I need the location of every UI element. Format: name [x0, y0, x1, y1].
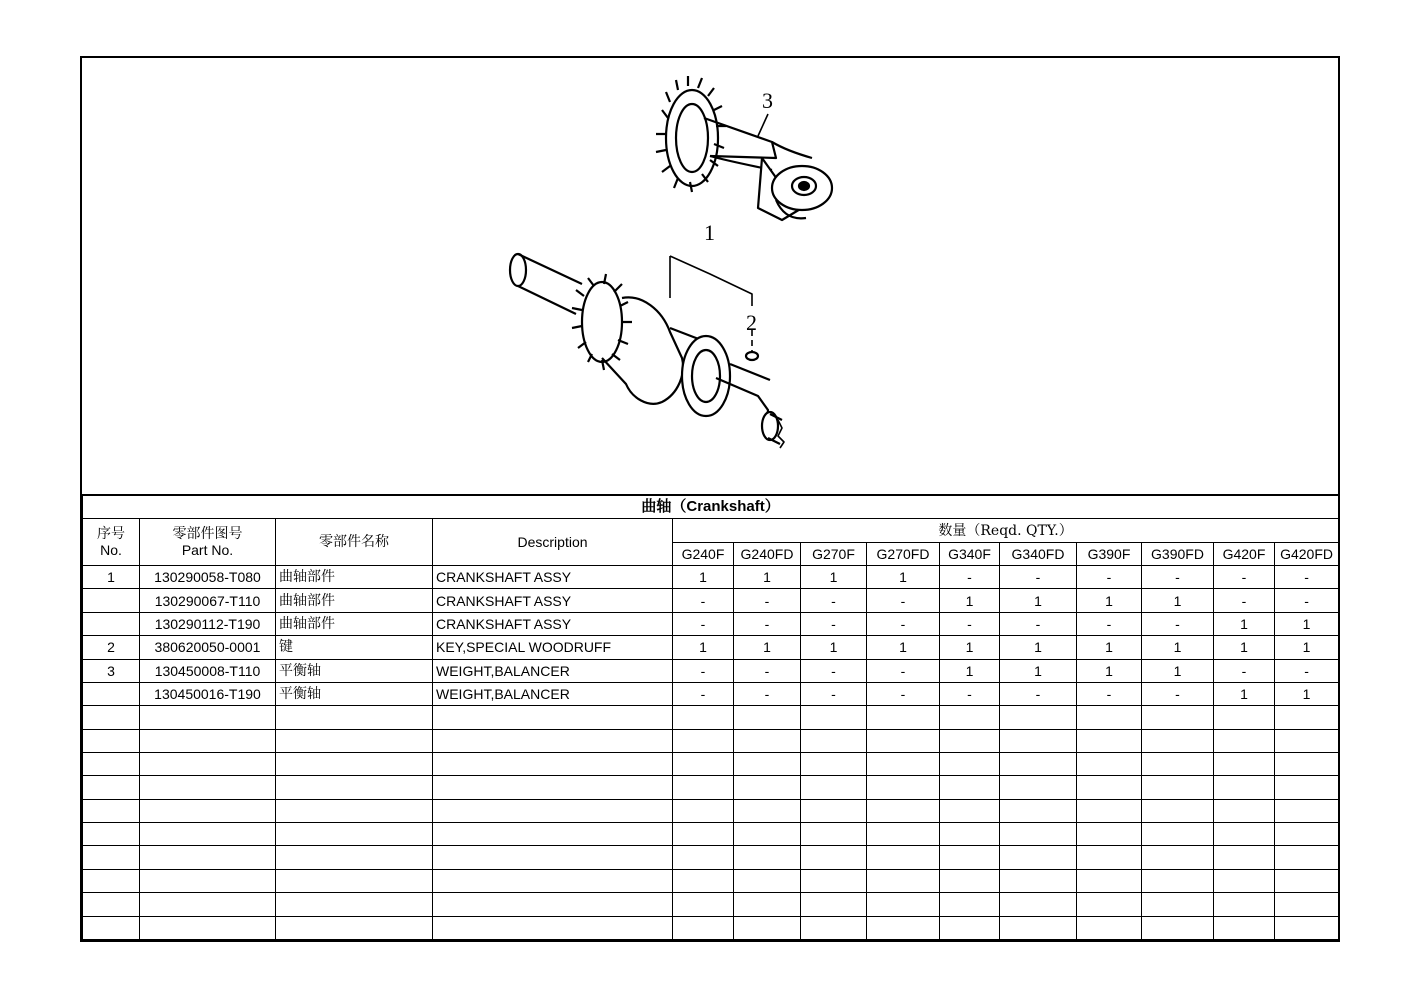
cell-empty — [867, 893, 940, 916]
cell-empty — [83, 799, 140, 822]
cell-qty: - — [734, 682, 801, 705]
cell-empty — [433, 776, 673, 799]
cell-empty — [867, 752, 940, 775]
parts-sheet-frame — [80, 56, 1340, 942]
cell-qty: - — [734, 589, 801, 612]
parts-table — [82, 494, 1339, 940]
cell-empty — [801, 799, 867, 822]
header-model-g420f: G420F — [1214, 542, 1275, 565]
cell-empty — [1077, 799, 1142, 822]
cell-empty — [1000, 752, 1077, 775]
table-row — [83, 893, 1339, 916]
cell-empty — [1275, 869, 1339, 892]
cell-empty — [734, 799, 801, 822]
cell-qty: - — [867, 682, 940, 705]
table-row — [83, 823, 1339, 846]
cell-empty — [83, 729, 140, 752]
cell-empty — [673, 706, 734, 729]
cell-empty — [140, 893, 276, 916]
cell-empty — [867, 706, 940, 729]
cell-empty — [1275, 846, 1339, 869]
cell-qty: - — [1077, 612, 1142, 635]
table-row — [83, 589, 1339, 612]
cell-empty — [867, 776, 940, 799]
header-model-g240fd: G240FD — [734, 542, 801, 565]
cell-qty: 1 — [1077, 636, 1142, 659]
cell-empty — [867, 823, 940, 846]
cell-name-cn: 键 — [276, 636, 433, 659]
cell-empty — [1142, 752, 1214, 775]
cell-empty — [1275, 706, 1339, 729]
cell-empty — [673, 846, 734, 869]
cell-empty — [276, 893, 433, 916]
cell-empty — [1275, 823, 1339, 846]
cell-empty — [1077, 823, 1142, 846]
cell-empty — [140, 752, 276, 775]
header-name-cn: 零部件名称 — [276, 519, 433, 566]
cell-description: WEIGHT,BALANCER — [433, 659, 673, 682]
cell-description: KEY,SPECIAL WOODRUFF — [433, 636, 673, 659]
table-row — [83, 729, 1339, 752]
cell-empty — [140, 916, 276, 940]
cell-qty: 1 — [673, 566, 734, 589]
cell-empty — [801, 706, 867, 729]
cell-empty — [140, 846, 276, 869]
header-part-no — [140, 519, 276, 566]
cell-empty — [140, 729, 276, 752]
cell-empty — [1077, 776, 1142, 799]
cell-empty — [867, 846, 940, 869]
cell-empty — [83, 823, 140, 846]
cell-qty: - — [673, 659, 734, 682]
crankshaft-illustration — [510, 254, 784, 448]
cell-qty: - — [1142, 566, 1214, 589]
cell-no — [83, 612, 140, 635]
cell-empty — [673, 916, 734, 940]
cell-empty — [801, 846, 867, 869]
cell-empty — [673, 752, 734, 775]
cell-qty: - — [1000, 612, 1077, 635]
cell-empty — [433, 893, 673, 916]
cell-empty — [1077, 729, 1142, 752]
cell-empty — [673, 799, 734, 822]
cell-empty — [276, 869, 433, 892]
cell-qty: - — [734, 612, 801, 635]
cell-empty — [83, 706, 140, 729]
cell-part-no: 130290058-T080 — [140, 566, 276, 589]
cell-qty: 1 — [801, 636, 867, 659]
cell-empty — [1142, 823, 1214, 846]
header-no — [83, 519, 140, 566]
cell-empty — [1000, 729, 1077, 752]
cell-empty — [276, 799, 433, 822]
cell-empty — [1275, 752, 1339, 775]
table-row — [83, 706, 1339, 729]
cell-empty — [83, 916, 140, 940]
cell-qty: 1 — [940, 636, 1000, 659]
cell-qty: - — [673, 612, 734, 635]
cell-empty — [1275, 916, 1339, 940]
cell-qty: - — [1275, 589, 1339, 612]
cell-empty — [1077, 846, 1142, 869]
cell-empty — [867, 916, 940, 940]
cell-qty: 1 — [1214, 636, 1275, 659]
cell-qty: - — [673, 589, 734, 612]
cell-empty — [673, 869, 734, 892]
cell-empty — [867, 799, 940, 822]
cell-empty — [673, 823, 734, 846]
cell-empty — [276, 776, 433, 799]
cell-empty — [433, 729, 673, 752]
cell-part-no: 380620050-0001 — [140, 636, 276, 659]
table-row — [83, 682, 1339, 705]
cell-qty: - — [1275, 659, 1339, 682]
cell-empty — [276, 752, 433, 775]
cell-empty — [1275, 893, 1339, 916]
cell-empty — [1077, 706, 1142, 729]
cell-qty: - — [801, 612, 867, 635]
cell-empty — [734, 752, 801, 775]
callout-1: 1 — [704, 220, 715, 245]
cell-empty — [940, 823, 1000, 846]
cell-qty: 1 — [1214, 612, 1275, 635]
cell-empty — [433, 752, 673, 775]
cell-qty: 1 — [1000, 659, 1077, 682]
cell-qty: - — [867, 589, 940, 612]
cell-qty: 1 — [1142, 636, 1214, 659]
cell-description: CRANKSHAFT ASSY — [433, 566, 673, 589]
table-row — [83, 776, 1339, 799]
cell-qty: - — [801, 659, 867, 682]
cell-empty — [140, 823, 276, 846]
cell-qty: 1 — [867, 636, 940, 659]
cell-empty — [940, 799, 1000, 822]
cell-empty — [140, 776, 276, 799]
cell-empty — [1000, 916, 1077, 940]
table-row — [83, 612, 1339, 635]
cell-qty: - — [867, 612, 940, 635]
cell-qty: 1 — [1077, 589, 1142, 612]
cell-qty: 1 — [940, 659, 1000, 682]
cell-empty — [734, 776, 801, 799]
cell-empty — [1214, 799, 1275, 822]
header-part-cn: 零部件图号 — [172, 526, 243, 543]
cell-empty — [801, 752, 867, 775]
cell-description: WEIGHT,BALANCER — [433, 682, 673, 705]
cell-empty — [276, 706, 433, 729]
cell-no — [83, 682, 140, 705]
cell-empty — [140, 706, 276, 729]
cell-empty — [1275, 776, 1339, 799]
cell-qty: - — [1214, 589, 1275, 612]
cell-qty: 1 — [734, 636, 801, 659]
cell-empty — [1275, 729, 1339, 752]
cell-empty — [1142, 729, 1214, 752]
cell-qty: 1 — [1077, 659, 1142, 682]
cell-empty — [1000, 776, 1077, 799]
table-title-row — [83, 495, 1339, 519]
cell-empty — [83, 893, 140, 916]
table-row — [83, 846, 1339, 869]
cell-part-no: 130450016-T190 — [140, 682, 276, 705]
cell-empty — [734, 823, 801, 846]
header-model-g340fd: G340FD — [1000, 542, 1077, 565]
cell-qty: - — [673, 682, 734, 705]
cell-qty: - — [1275, 566, 1339, 589]
cell-name-cn: 平衡轴 — [276, 682, 433, 705]
exploded-diagram — [82, 58, 1338, 494]
cell-empty — [1077, 752, 1142, 775]
header-no-en: No. — [100, 542, 122, 559]
cell-empty — [1000, 823, 1077, 846]
cell-qty: 1 — [1142, 589, 1214, 612]
header-model-g390f: G390F — [1077, 542, 1142, 565]
header-model-g340f: G340F — [940, 542, 1000, 565]
cell-qty: - — [801, 682, 867, 705]
cell-empty — [83, 846, 140, 869]
cell-qty: - — [1000, 682, 1077, 705]
cell-qty: - — [1142, 612, 1214, 635]
cell-empty — [1142, 776, 1214, 799]
cell-empty — [734, 916, 801, 940]
cell-empty — [1214, 846, 1275, 869]
crankshaft-drawing — [82, 58, 1338, 494]
cell-empty — [801, 776, 867, 799]
cell-empty — [1142, 706, 1214, 729]
cell-qty: 1 — [1275, 612, 1339, 635]
cell-empty — [867, 729, 940, 752]
table-row — [83, 659, 1339, 682]
cell-empty — [673, 729, 734, 752]
cell-empty — [801, 916, 867, 940]
header-model-g390fd: G390FD — [1142, 542, 1214, 565]
cell-empty — [673, 776, 734, 799]
cell-name-cn: 曲轴部件 — [276, 566, 433, 589]
cell-empty — [940, 893, 1000, 916]
header-model-g420fd: G420FD — [1275, 542, 1339, 565]
header-part-en: Part No. — [181, 542, 234, 559]
cell-empty — [1077, 916, 1142, 940]
cell-name-cn: 曲轴部件 — [276, 612, 433, 635]
header-qty: 数量（Reqd. QTY.） — [673, 519, 1339, 542]
table-row — [83, 869, 1339, 892]
cell-empty — [1000, 706, 1077, 729]
cell-empty — [433, 916, 673, 940]
cell-part-no: 130290112-T190 — [140, 612, 276, 635]
cell-empty — [1214, 893, 1275, 916]
cell-part-no: 130290067-T110 — [140, 589, 276, 612]
cell-empty — [140, 869, 276, 892]
header-model-g270fd: G270FD — [867, 542, 940, 565]
table-title: 曲轴（Crankshaft） — [83, 495, 1339, 519]
cell-empty — [734, 706, 801, 729]
cell-qty: - — [1214, 659, 1275, 682]
cell-empty — [673, 893, 734, 916]
cell-empty — [276, 823, 433, 846]
cell-empty — [1000, 893, 1077, 916]
cell-qty: 1 — [1000, 589, 1077, 612]
cell-empty — [801, 869, 867, 892]
cell-empty — [1275, 799, 1339, 822]
table-row — [83, 752, 1339, 775]
cell-qty: - — [940, 612, 1000, 635]
cell-name-cn: 平衡轴 — [276, 659, 433, 682]
cell-no: 1 — [83, 566, 140, 589]
cell-no — [83, 589, 140, 612]
header-description: Description — [433, 519, 673, 566]
cell-qty: 1 — [1000, 636, 1077, 659]
cell-empty — [140, 799, 276, 822]
cell-empty — [1142, 893, 1214, 916]
cell-empty — [734, 729, 801, 752]
cell-empty — [1142, 846, 1214, 869]
cell-empty — [1214, 823, 1275, 846]
cell-qty: 1 — [734, 566, 801, 589]
cell-empty — [1214, 869, 1275, 892]
cell-empty — [940, 706, 1000, 729]
cell-empty — [83, 752, 140, 775]
cell-description: CRANKSHAFT ASSY — [433, 612, 673, 635]
cell-empty — [1142, 799, 1214, 822]
cell-description: CRANKSHAFT ASSY — [433, 589, 673, 612]
cell-empty — [433, 706, 673, 729]
cell-empty — [1000, 799, 1077, 822]
cell-empty — [734, 846, 801, 869]
cell-qty: 1 — [1214, 682, 1275, 705]
callout-3: 3 — [762, 88, 773, 113]
cell-qty: - — [940, 682, 1000, 705]
cell-name-cn: 曲轴部件 — [276, 589, 433, 612]
cell-empty — [940, 916, 1000, 940]
cell-no: 3 — [83, 659, 140, 682]
cell-empty — [940, 846, 1000, 869]
cell-empty — [1214, 776, 1275, 799]
cell-empty — [1000, 846, 1077, 869]
cell-empty — [1000, 869, 1077, 892]
cell-empty — [1142, 916, 1214, 940]
table-row — [83, 799, 1339, 822]
cell-qty: 1 — [940, 589, 1000, 612]
cell-qty: - — [940, 566, 1000, 589]
cell-empty — [276, 916, 433, 940]
table-row — [83, 566, 1339, 589]
cell-empty — [433, 869, 673, 892]
cell-empty — [1077, 893, 1142, 916]
cell-empty — [940, 729, 1000, 752]
cell-empty — [1142, 869, 1214, 892]
cell-empty — [276, 846, 433, 869]
cell-empty — [433, 823, 673, 846]
cell-qty: 1 — [867, 566, 940, 589]
cell-empty — [1214, 916, 1275, 940]
cell-qty: - — [1142, 682, 1214, 705]
cell-empty — [433, 799, 673, 822]
cell-qty: - — [1214, 566, 1275, 589]
callout-2: 2 — [746, 310, 757, 335]
cell-qty: 1 — [1142, 659, 1214, 682]
cell-empty — [734, 869, 801, 892]
cell-empty — [940, 869, 1000, 892]
cell-empty — [801, 729, 867, 752]
cell-empty — [1214, 752, 1275, 775]
header-no-cn: 序号 — [97, 526, 125, 543]
cell-empty — [940, 752, 1000, 775]
cell-qty: - — [801, 589, 867, 612]
cell-qty: - — [1077, 566, 1142, 589]
cell-empty — [940, 776, 1000, 799]
cell-qty: - — [1000, 566, 1077, 589]
cell-empty — [734, 893, 801, 916]
cell-empty — [1214, 706, 1275, 729]
cell-empty — [83, 776, 140, 799]
table-row — [83, 636, 1339, 659]
balancer-shaft-illustration — [656, 76, 832, 220]
cell-empty — [867, 869, 940, 892]
cell-no: 2 — [83, 636, 140, 659]
table-body — [83, 566, 1339, 940]
cell-empty — [801, 823, 867, 846]
cell-qty: - — [734, 659, 801, 682]
cell-part-no: 130450008-T110 — [140, 659, 276, 682]
cell-empty — [1214, 729, 1275, 752]
header-row-1 — [83, 519, 1339, 542]
cell-empty — [276, 729, 433, 752]
header-model-g270f: G270F — [801, 542, 867, 565]
cell-empty — [83, 869, 140, 892]
cell-qty: - — [867, 659, 940, 682]
cell-qty: 1 — [801, 566, 867, 589]
header-model-g240f: G240F — [673, 542, 734, 565]
cell-empty — [1077, 869, 1142, 892]
cell-qty: 1 — [1275, 636, 1339, 659]
cell-qty: 1 — [673, 636, 734, 659]
cell-empty — [801, 893, 867, 916]
table-row — [83, 916, 1339, 940]
cell-qty: - — [1077, 682, 1142, 705]
cell-qty: 1 — [1275, 682, 1339, 705]
cell-empty — [433, 846, 673, 869]
